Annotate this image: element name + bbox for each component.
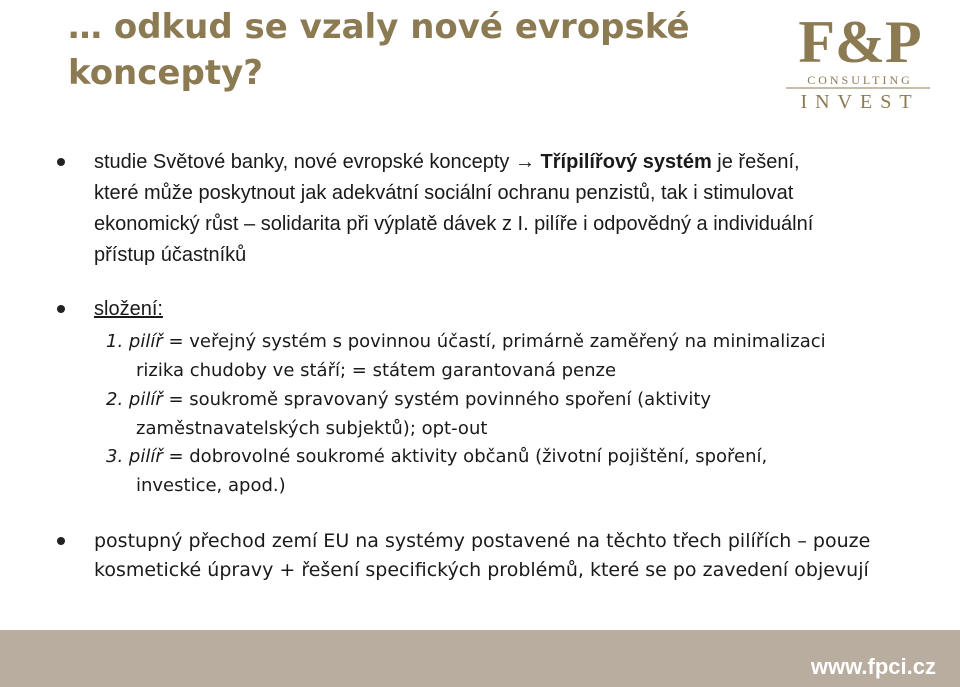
bullet1-text-c: je řešení, xyxy=(711,151,800,173)
bullet3-line-1: postupný přechod zemí EU na systémy postavené na těchto třech pilířích – pouze xyxy=(94,530,871,552)
pillar3-line-1 xyxy=(106,441,767,472)
pillar2-line-2: zaměstnavatelských subjektů); opt-out xyxy=(136,418,488,439)
bullet3-line-2: kosmetické úpravy + řešení specifických problémů, které se po zavedení objevují xyxy=(94,559,869,581)
logo-invest: INVEST xyxy=(800,91,920,113)
pillar2-rest: = soukromě spravovaný systém povinného spoření (aktivity xyxy=(162,389,712,410)
bullet1-highlight: Třípilířový systém xyxy=(540,151,712,173)
pillar1-lead: 1. pilíř xyxy=(106,331,163,352)
pillar2-lead: 2. pilíř xyxy=(106,389,163,410)
bullet1-text-a: studie Světové banky, nové evropské koncepty → xyxy=(94,151,541,173)
composition-label: složení: xyxy=(94,298,163,320)
logo-consulting: CONSULTING xyxy=(807,73,913,87)
logo-mark: F&P xyxy=(798,9,922,75)
bullet-marker xyxy=(57,537,65,545)
pillar3-line-2: investice, apod.) xyxy=(136,475,286,496)
bullet1-line-3: ekonomický růst – solidarita při výplatě dávek z I. pilíře i odpovědný a individuální xyxy=(94,213,814,235)
title-line-2: koncepty? xyxy=(68,53,263,93)
footer-bar xyxy=(0,630,960,687)
pillar3-lead: 3. pilíř xyxy=(106,446,163,467)
footer-website-link[interactable]: www.fpci.cz xyxy=(810,654,936,679)
pillar1-line-1 xyxy=(106,326,826,357)
bullet1-line-1 xyxy=(94,147,800,178)
bullet1-line-4: přístup účastníků xyxy=(94,244,247,266)
bullet-marker xyxy=(57,158,65,166)
bullet1-line-2: které může poskytnout jak adekvátní sociální ochranu penzistů, tak i stimulovat xyxy=(94,182,794,204)
bullet2-label xyxy=(94,294,163,325)
pillar1-line-2: rizika chudoby ve stáří; = státem garantovaná penze xyxy=(136,360,617,381)
pillar3-rest: = dobrovolné soukromé aktivity občanů (životní pojištění, spoření, xyxy=(162,446,768,467)
pillar1-rest: = veřejný systém s povinnou účastí, primárně zaměřený na minimalizaci xyxy=(162,331,826,352)
bullet-marker xyxy=(57,305,65,313)
title-line-1: … odkud se vzaly nové evropské xyxy=(68,7,690,47)
pillar2-line-1 xyxy=(106,384,711,415)
